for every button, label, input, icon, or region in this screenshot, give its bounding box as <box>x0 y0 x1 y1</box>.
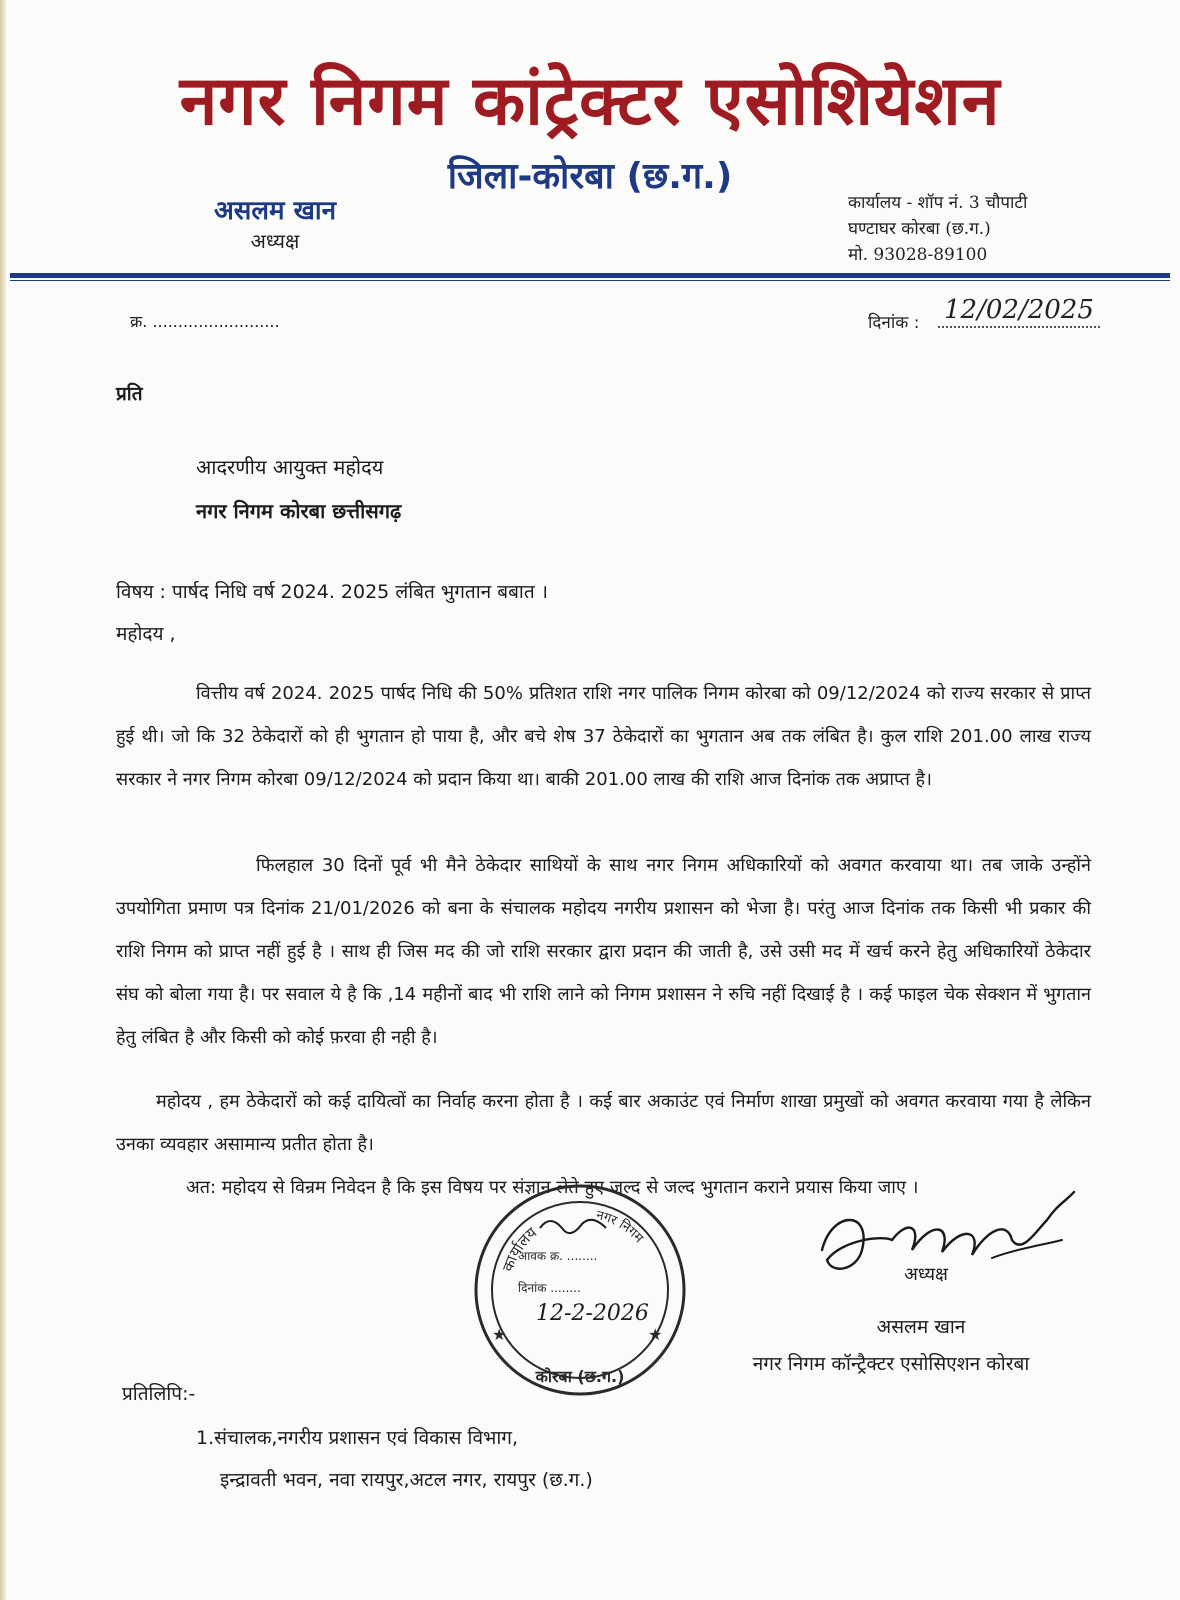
office-stamp <box>470 1180 690 1400</box>
body-paragraph-3: महोदय , हम ठेकेदारों को कई दायित्वों का निर्वाह करना होता है । कई बार अकाउंट एवं निर्माण शाखा प्रमुखों को अवगत करवाया गया है लेकिन उनका व्यवहार असामान्य प्रतीत होता है। <box>116 1091 1091 1155</box>
letterhead-rule <box>10 273 1170 278</box>
cc-label: प्रतिलिपि:- <box>122 1383 196 1405</box>
stamp-top-text: कार्यालय <box>498 1223 541 1274</box>
signatory-role: अध्यक्ष <box>904 1264 948 1285</box>
stamp-star-right-icon: ★ <box>648 1325 663 1344</box>
stamp-field-inward: आवक क्र. ........ <box>518 1249 598 1263</box>
signatory-organization: नगर निगम कॉन्ट्रैक्टर एसोसिएशन कोरबा <box>752 1353 1030 1375</box>
letterhead-rule-thin <box>10 280 1170 281</box>
addressee-line-2: नगर निगम कोरबा छत्तीसगढ़ <box>196 499 402 523</box>
subject-line: विषय : पार्षद निधि वर्ष 2024. 2025 लंबित भुगतान बबात । <box>116 581 548 603</box>
stamp-bottom-text: कोरबा (छ.ग.) <box>535 1367 625 1386</box>
cc-line-1: 1.संचालक,नगरीय प्रशासन एवं विकास विभाग, <box>196 1427 519 1449</box>
letterhead-district: जिला-कोरबा (छ.ग.) <box>447 156 733 197</box>
body-paragraph-4: अत: महोदय से विन्रम निवेदन है कि इस विषय पर संज्ञान लेते हुए जल्द से जल्द भुगतान कराने प्रयास किया जाए । <box>186 1177 919 1198</box>
president-title: अध्यक्ष <box>250 229 300 253</box>
body-paragraph-1: वित्तीय वर्ष 2024. 2025 पार्षद निधि की 50% प्रतिशत राशि नगर पालिक निगम कोरबा को 09/12/2024 को राज्य सरकार से प्राप्त हुई थी। जो कि 32 ठेकेदारों को ही भुगतान हो पाया है, और बचे शेष 37 ठेकेदारों का भुगतान अब तक लंबित है। कुल राशि 201.00 लाख राज्य सरकार ने नगर निगम कोरबा 09/12/2024 को प्रदान किया था। बाकी 201.00 लाख की राशि आज दिनांक तक अप्राप्त है। <box>116 683 1091 790</box>
body-paragraph-2: फिलहाल 30 दिनों पूर्व भी मैने ठेकेदार साथियों के साथ नगर निगम अधिकारियों को अवगत करवाया था। तब जाके उन्होंने उपयोगिता प्रमाण पत्र दिनांक 21/01/2026 को बना के संचालक महोदय नगरीय प्रशासन को भेजा है। परंतु आज दिनांक तक किसी भी प्रकार की राशि निगम को प्राप्त नहीं हुई है । साथ ही जिस मद की जो राशि सरकार द्वारा प्रदान की जाती है, उसे उसी मद में खर्च करने हेतु अधिकारियों ठेकेदार संघ को बोला गया है। पर सवाल ये है कि ,14 महीनों बाद भी राशि लाने को निगम प्रशासन ने रुचि नहीं दिखाई है । कई फाइल चेक सेक्शन में भुगतान हेतु लंबित है और किसी को कोई फ़रवा ही नही है। <box>116 855 1091 1048</box>
salutation: महोदय , <box>116 623 176 645</box>
stamp-right-text: नगर निगम <box>594 1208 647 1247</box>
signatory-name: असलम खान <box>876 1316 966 1338</box>
office-line-2: घण्टाघर कोरबा (छ.ग.) <box>848 219 991 239</box>
letterhead-title: नगर निगम कांट्रेक्टर एसोशियेशन <box>179 62 1001 141</box>
stamp-star-left-icon: ★ <box>492 1325 507 1344</box>
office-address <box>848 190 1148 268</box>
addressee-line-1: आदरणीय आयुक्त महोदय <box>196 455 384 479</box>
scan-edge <box>0 0 6 1600</box>
office-line-1: कार्यालय - शॉप नं. 3 चौपाटी <box>848 193 1028 213</box>
stamp-handwritten-date: 12-2-2026 <box>536 1301 649 1326</box>
stamp-field-date: दिनांक ........ <box>518 1281 581 1295</box>
date-value: 12/02/2025 <box>938 294 1100 328</box>
cc-line-2: इन्द्रावती भवन, नवा रायपुर,अटल नगर, रायपुर (छ.ग.) <box>220 1469 593 1491</box>
office-phone: मो. 93028-89100 <box>848 245 988 265</box>
to-label: प्रति <box>116 383 143 405</box>
date-label: दिनांक : <box>868 313 920 333</box>
reference-number: क्र. ......................... <box>130 312 280 331</box>
president-name: असलम खान <box>213 196 337 226</box>
svg-text:नगर निगम <box>595 1208 646 1246</box>
